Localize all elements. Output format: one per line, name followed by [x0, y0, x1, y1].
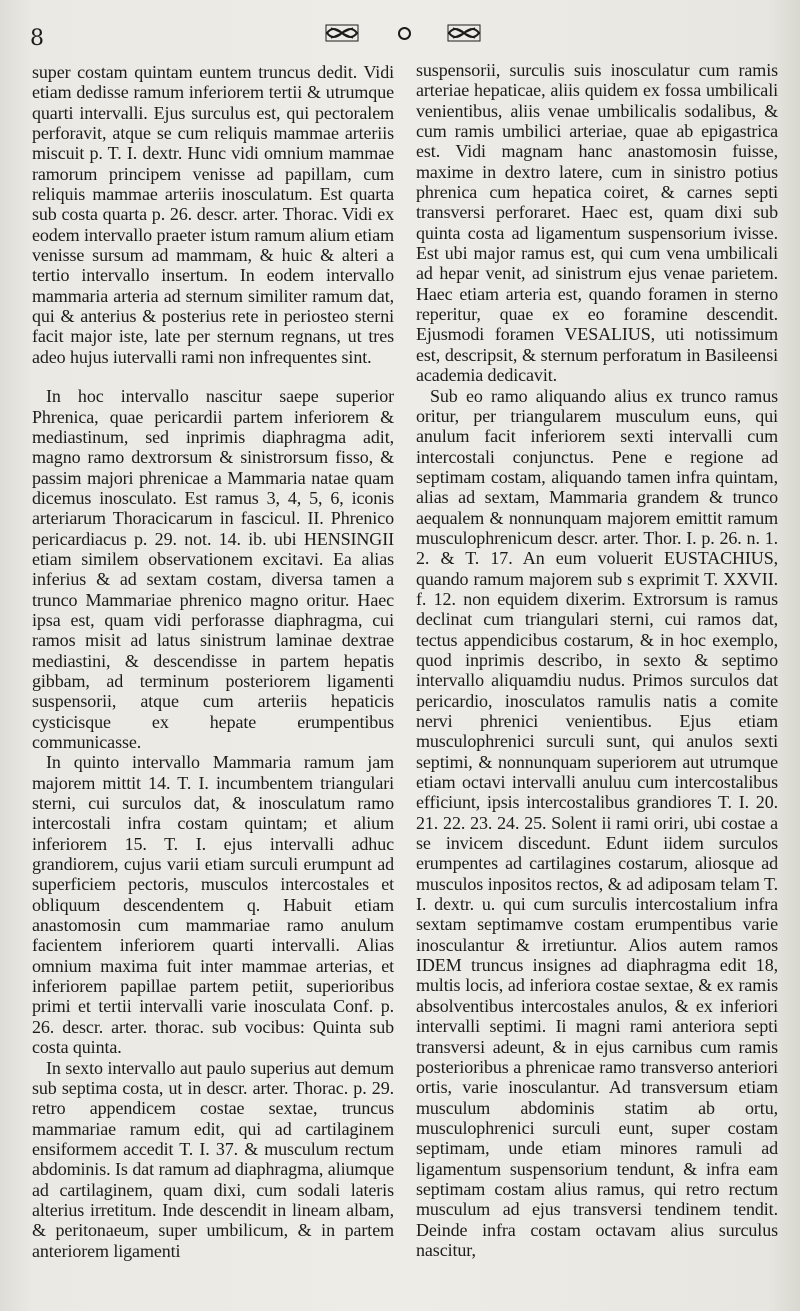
paragraph: In hoc intervallo nascitur saepe superior Phrenica, quae pericardii partem inferiorem & mediastinum, sed inprimis diaphragma adit, magno ramo dextrorsum & sinistrorsum fisso, & passim majori phrenicae a Mammaria natae quam dicemus inosculato. Est ramus 3, 4, 5, 6, iconis arteriarum Thoracicarum in fascicul. II. Phrenico pericardiacus p. 29. not. 14. ib. ubi HENSINGII etiam similem observationem excitavi. Ea alias inferius & ad sextam costam, diversa tamen a trunco Mammariae phrenico magno oritur. Haec ipsa est, quam vidi perforasse diaphragma, cui ramos misit ad latus sinistrum laminae dextrae mediastini, & descendisse in partem hepatis gibbam, ad terminum posteriorem ligamenti suspensorii, atque cum arteriis hepaticis cysticisque ex hepate erumpentibus communicasse. — [32, 386, 394, 752]
left-column — [32, 62, 394, 1261]
right-column — [416, 60, 778, 1260]
paragraph: In sexto intervallo aut paulo superius aut demum sub septima costa, ut in descr. arter. Thorac. p. 29. retro appendicem costae sextae, truncus mammariae ramum edit, qui ad cartilaginem ensiformem accedit T. I. 37. & musculum rectum abdominis. Is dat ramum ad diaphragma, aliumque ad cartilaginem, quam dixi, cum sodali lateris alterius irretitum. Inde descendit in lineam albam, & peritonaeum, super umbilicum, & in partem anteriorem ligamenti — [32, 1057, 394, 1261]
ornament-right-icon — [447, 24, 481, 42]
paragraph: Sub eo ramo aliquando alius ex trunco ramus oritur, per triangularem musculum euns, qui anulum facit inferiorem sexti intervalli cum intercostali conjunctus. Pene e regione ad septimam costam, aliquando tamen infra quintam, alias ad sextam, Mammaria grandem & trunco aequalem & nonnunquam majorem emittit ramum musculophrenicum descr. arter. Thor. I. p. 26. n. 1. 2. & T. 17. An eum voluerit EUSTACHIUS, quando ramum majorem sub s exprimit T. XXVII. f. 12. non equidem dixerim. Extrorsum is ramus declinat cum triangulari sterni, cui ramos dat, tectus appendicibus costarum, & in hoc exemplo, quod inprimis describo, in sexto & septimo intervallo aliquamdiu nudus. Primos surculos dat pericardio, inosculatos ramulis natis a comite nervi phrenici venientibus. Ejus etiam musculophrenici surculi sunt, qui anulos sexti septimi, & nonnunquam superiorem aut utrumque etiam octavi intervalli anuluu cum intercostalibus efficiunt, ipsis intercostalibus grandiores T. I. 20. 21. 22. 23. 24. 25. Solent ii rami oriri, ubi costae a se invicem discedunt. Edunt iidem surculos erumpentes ad cartilagines costarum, aliosque ad musculos inpositos rectos, & ad adiposam telam T. I. dextr. u. qui cum surculis intercostalium infra sextam septimamve costam erumpentibus varie inosculantur & irretiuntur. Alios autem ramos IDEM truncus insignes ad diaphragma edit 18, multis locis, ad inferiora costae sextae, & ex ramis absolventibus intercostales anulos, & ex inferiori intervalli septimi. Ii magni rami anteriora septi transversi adeunt, & in ejus carnibus cum ramis posterioribus a phrenicae ramo transverso anteriori ortis, varie inosculantur. Ad transversum etiam musculum abdominis statim ab ortu, musculophrenici surculi eunt, super costam septimam, unde etiam minores ramuli ad ligamentum suspensorium tendunt, & infra eam septimam costam alius ramus, qui retro rectum musculum ad ejus transversi tendinem tendit. Deinde infra costam octavam alius surculus nascitur, — [416, 385, 778, 1260]
ornament-center-icon — [398, 27, 411, 40]
page-header — [0, 22, 800, 54]
ornament-left-icon — [325, 24, 359, 42]
paragraph: suspensorii, surculis suis inosculatur cum ramis arteriae hepaticae, aliis quidem ex fossa umbilicali venientibus, aliis venae umbilicalis sodalibus, & cum ramis umbilici arteriae, quae ab epigastrica est. Vidi magnam hanc anastomosin fuisse, maxime in dextro latere, cum in sinistro potius phrenica cum hepatica coiret, & carnes septi transversi perforaret. Haec est, quam dixi sub quinta costa ad ligamentum suspensorium ivisse. Est ubi major ramus est, qui cum vena umbilicali ad hepar venit, ad sinistrum ejus venae parietem. Haec etiam arteria est, quando foramen in sterno reperitur, quae ex eo foramine descendit. Ejusmodi foramen VESALIUS, uti notissimum est, descripsit, & sternum perforatum in Basileensi academia dedicavit. — [416, 60, 778, 386]
page-number: 8 — [30, 26, 44, 51]
paragraph: super costam quintam euntem truncus dedit. Vidi etiam dedisse ramum inferiorem tertii & utrumque quarti intervalli. Ejus surculus est, qui pectoralem perforavit, atque se cum reliquis mammae arteriis miscuit p. T. I. dextr. Hunc vidi omnium mammae ramorum principem venisse ad papillam, cum reliquis mammae arteriis inosculatum. Est quarta sub costa quarta p. 26. descr. arter. Thorac. Vidi ex eodem intervallo praeter istum ramum alium etiam venisse sursum ad mammam, & huic & alteri a tertio intervallo insertum. In eodem intervallo mammaria arteria ad sternum similiter ramum dat, qui & anterius & posterius rete in periosteo sterni facit major iste, late per sternum regnans, ut tres adeo hujus iutervalli rami non infrequentes sint. — [32, 62, 394, 367]
paragraph: In quinto intervallo Mammaria ramum jam majorem mittit 14. T. I. incumbentem triangulari sterni, cui surculos dat, & inosculatum ramo intercostali infra costam quintam; et alium inferiorem 15. T. I. ejus intervalli adhuc grandiorem, cujus varii etiam surculi erumpunt ad superficiem pectoris, musculos intercostales et obliquum descendentem q. Habuit etiam anastomosin cum mammariae ramo anulum facientem inferiorem quarti intervalli. Alias omnium maxima fuit inter mammae arterias, et inferiorem papillae partem petiit, superioribus primi et tertii intervalli varie inosculata Conf. p. 26. descr. arter. thorac. sub vocibus: Quinta sub costa quinta. — [32, 752, 394, 1058]
